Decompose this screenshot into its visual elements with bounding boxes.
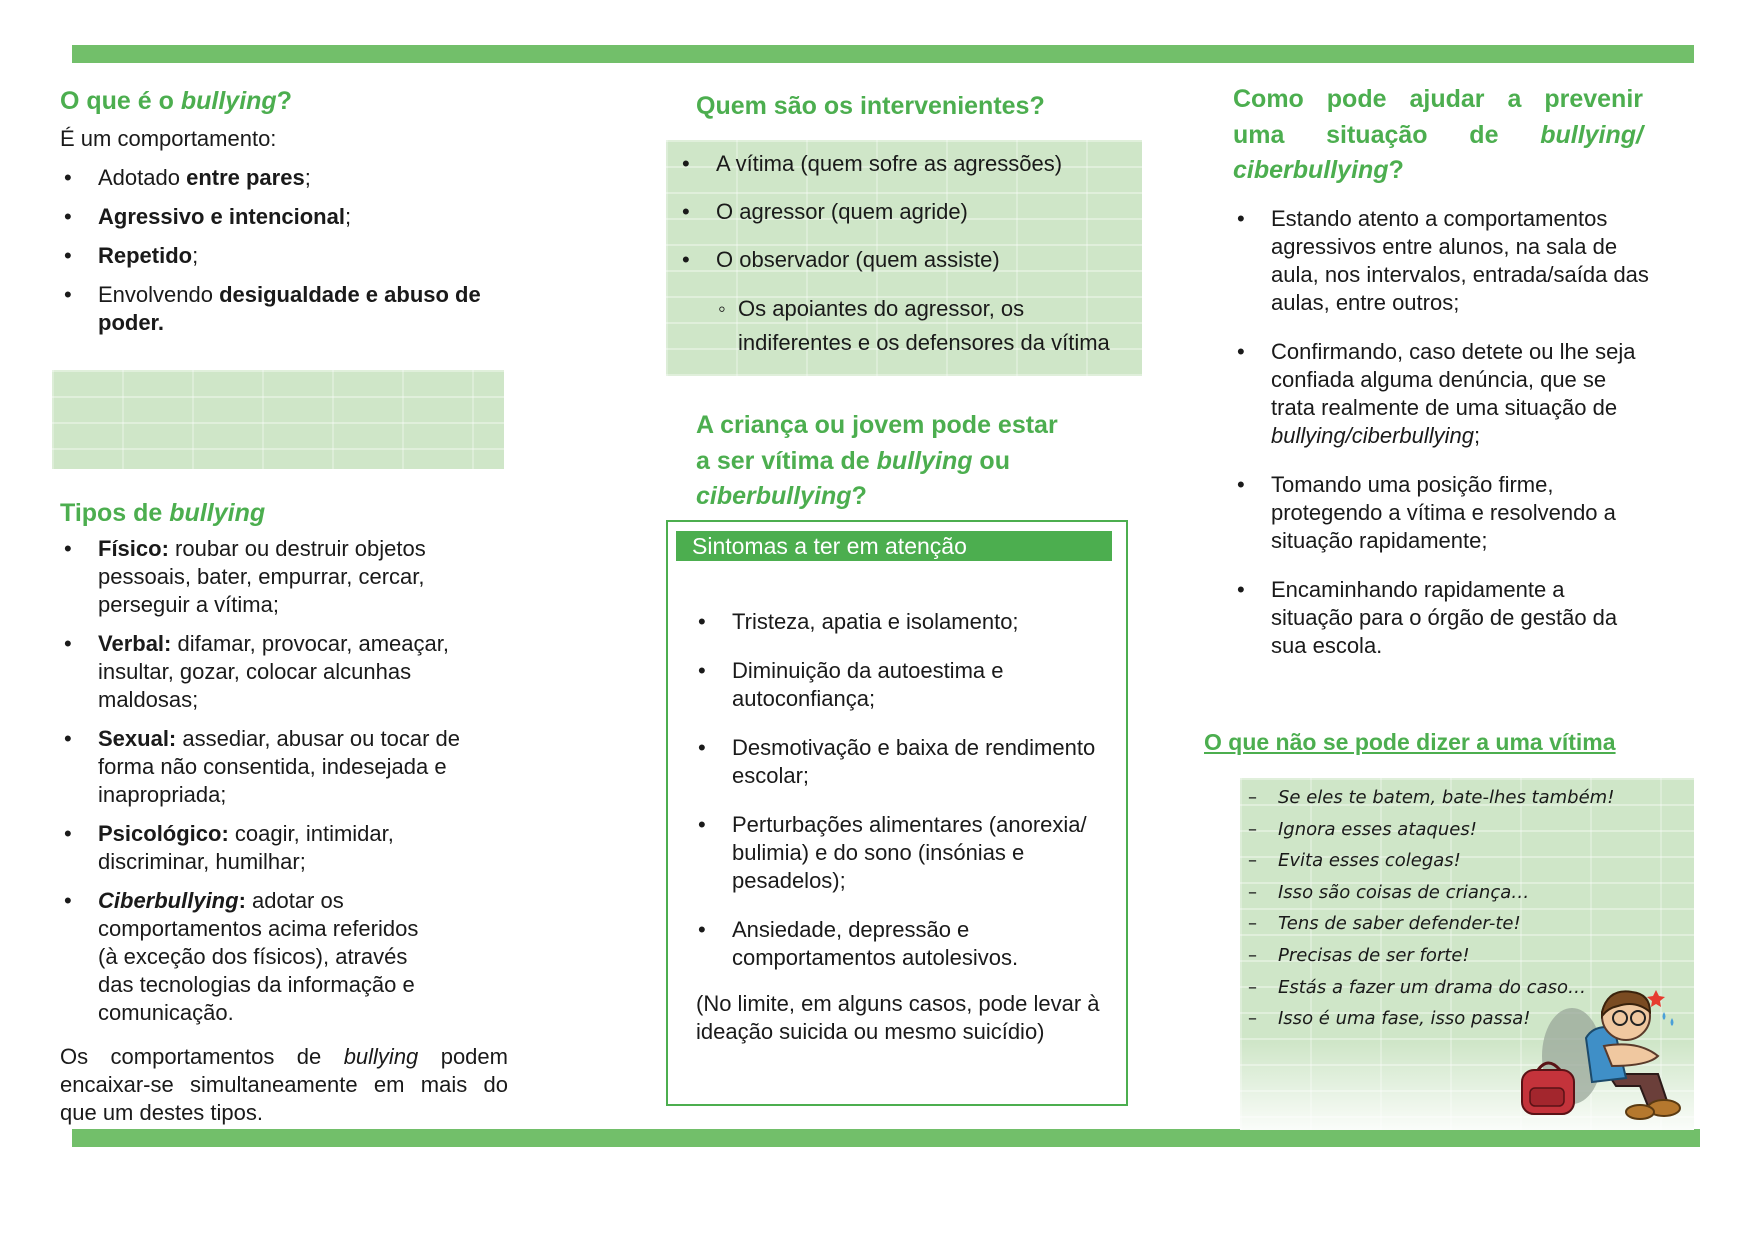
symptoms-note: (No limite, em alguns casos, pode levar à ideação suicida ou mesmo suicídio) — [696, 991, 1100, 1044]
column-types-of-bullying — [60, 496, 508, 1127]
shoe-right — [1626, 1105, 1654, 1119]
list-item: – Precisas de ser forte! — [1240, 940, 1690, 972]
list-item: • A vítima (quem sofre as agressões) — [678, 150, 1138, 178]
characteristics-list — [60, 164, 508, 337]
symptoms-title: Sintomas a ter em atenção — [676, 531, 1112, 561]
list-item: • Verbal: difamar, provocar, ameaçar, insultar, gozar, colocar alcunhas maldosas; — [60, 630, 508, 714]
prevention-heading: Como pode ajudar a prevenir uma situação de bullying/ ciberbullying? — [1233, 85, 1643, 184]
types-list — [60, 535, 508, 1027]
what-is-bullying-heading: O que é o bullying? — [60, 87, 292, 115]
list-item: – Ignora esses ataques! — [1240, 814, 1690, 846]
list-item: • Físico: roubar ou destruir objetos pessoais, bater, empurrar, cercar, perseguir a vítima; — [60, 535, 508, 619]
dont-say-heading: O que não se pode dizer a uma vítima — [1204, 729, 1616, 755]
participants-panel — [666, 140, 1142, 376]
sad-child-illustration — [1508, 986, 1684, 1126]
list-item: • Sexual: assediar, abusar ou tocar de forma não consentida, indesejada e inapropriada; — [60, 725, 508, 809]
list-item: – Isso é uma fase, isso passa! — [1240, 1003, 1690, 1035]
list-item: • Envolvendo desigualdade e abuso de poder. — [60, 281, 508, 337]
victim-heading: A criança ou jovem pode estar a ser vítima de bullying ou ciberbullying? — [696, 411, 1058, 510]
brick-wall-panel — [52, 370, 504, 469]
list-item: – Estás a fazer um drama do caso… — [1240, 972, 1690, 1004]
list-item: – Se eles te batem, bate-lhes também! — [1240, 782, 1690, 814]
list-item: • Repetido; — [60, 242, 508, 270]
participants-sublist — [716, 292, 1132, 360]
list-item: ◦ Os apoiantes do agressor, os indiferentes e os defensores da vítima — [716, 292, 1132, 360]
list-item: • Perturbações alimentares (anorexia/ bulimia) e do sono (insónias e pesadelos); — [694, 811, 1118, 895]
participants-heading: Quem são os intervenientes? — [696, 92, 1045, 120]
sweat-drops — [1663, 1012, 1674, 1026]
symptoms-list — [694, 608, 1118, 972]
list-item: • Psicológico: coagir, intimidar, discriminar, humilhar; — [60, 820, 508, 876]
list-item: – Isso são coisas de criança… — [1240, 877, 1690, 909]
backpack-pocket — [1530, 1088, 1564, 1106]
list-item: • Adotado entre pares; — [60, 164, 508, 192]
prevention-list — [1233, 205, 1651, 660]
list-item: • Ansiedade, depressão e comportamentos autolesivos. — [694, 916, 1118, 972]
participants-list — [678, 150, 1138, 274]
list-item: • O agressor (quem agride) — [678, 198, 1138, 226]
intro-text: É um comportamento: — [60, 126, 277, 151]
dont-say-panel — [1240, 778, 1694, 1130]
top-bar — [72, 45, 1694, 63]
arms — [1604, 1044, 1658, 1066]
list-item: • Estando atento a comportamentos agressivos entre alunos, na sala de aula, nos intervalos, entrada/saída das aulas, entre outros; — [1233, 205, 1651, 317]
closing-text: Os comportamentos de bullying podem encaixar-se simultaneamente em mais do que um destes tipos. — [60, 1044, 508, 1125]
list-item: • Tomando uma posição firme, protegendo a vítima e resolvendo a situação rapidamente; — [1233, 471, 1651, 555]
list-item: • Ciberbullying: adotar os comportamentos acima referidos (à exceção dos físicos), através das tecnologias da informação e comunicação. — [60, 887, 508, 1027]
column-what-is-bullying — [60, 84, 508, 337]
list-item: – Evita esses colegas! — [1240, 845, 1690, 877]
list-item: • Encaminhando rapidamente a situação para o órgão de gestão da sua escola. — [1233, 576, 1651, 660]
bottom-bar — [72, 1129, 1700, 1147]
list-item: • Desmotivação e baixa de rendimento escolar; — [694, 734, 1118, 790]
list-item: • Tristeza, apatia e isolamento; — [694, 608, 1118, 636]
list-item: • Agressivo e intencional; — [60, 203, 508, 231]
list-item: – Tens de saber defender-te! — [1240, 908, 1690, 940]
list-item: • Confirmando, caso detete ou lhe seja confiada alguma denúncia, que se trata realmente de uma situação de bullying/ciberbullying; — [1233, 338, 1651, 450]
list-item: • Diminuição da autoestima e autoconfiança; — [694, 657, 1118, 713]
types-heading: Tipos de bullying — [60, 499, 266, 527]
list-item: • O observador (quem assiste) — [678, 246, 1138, 274]
